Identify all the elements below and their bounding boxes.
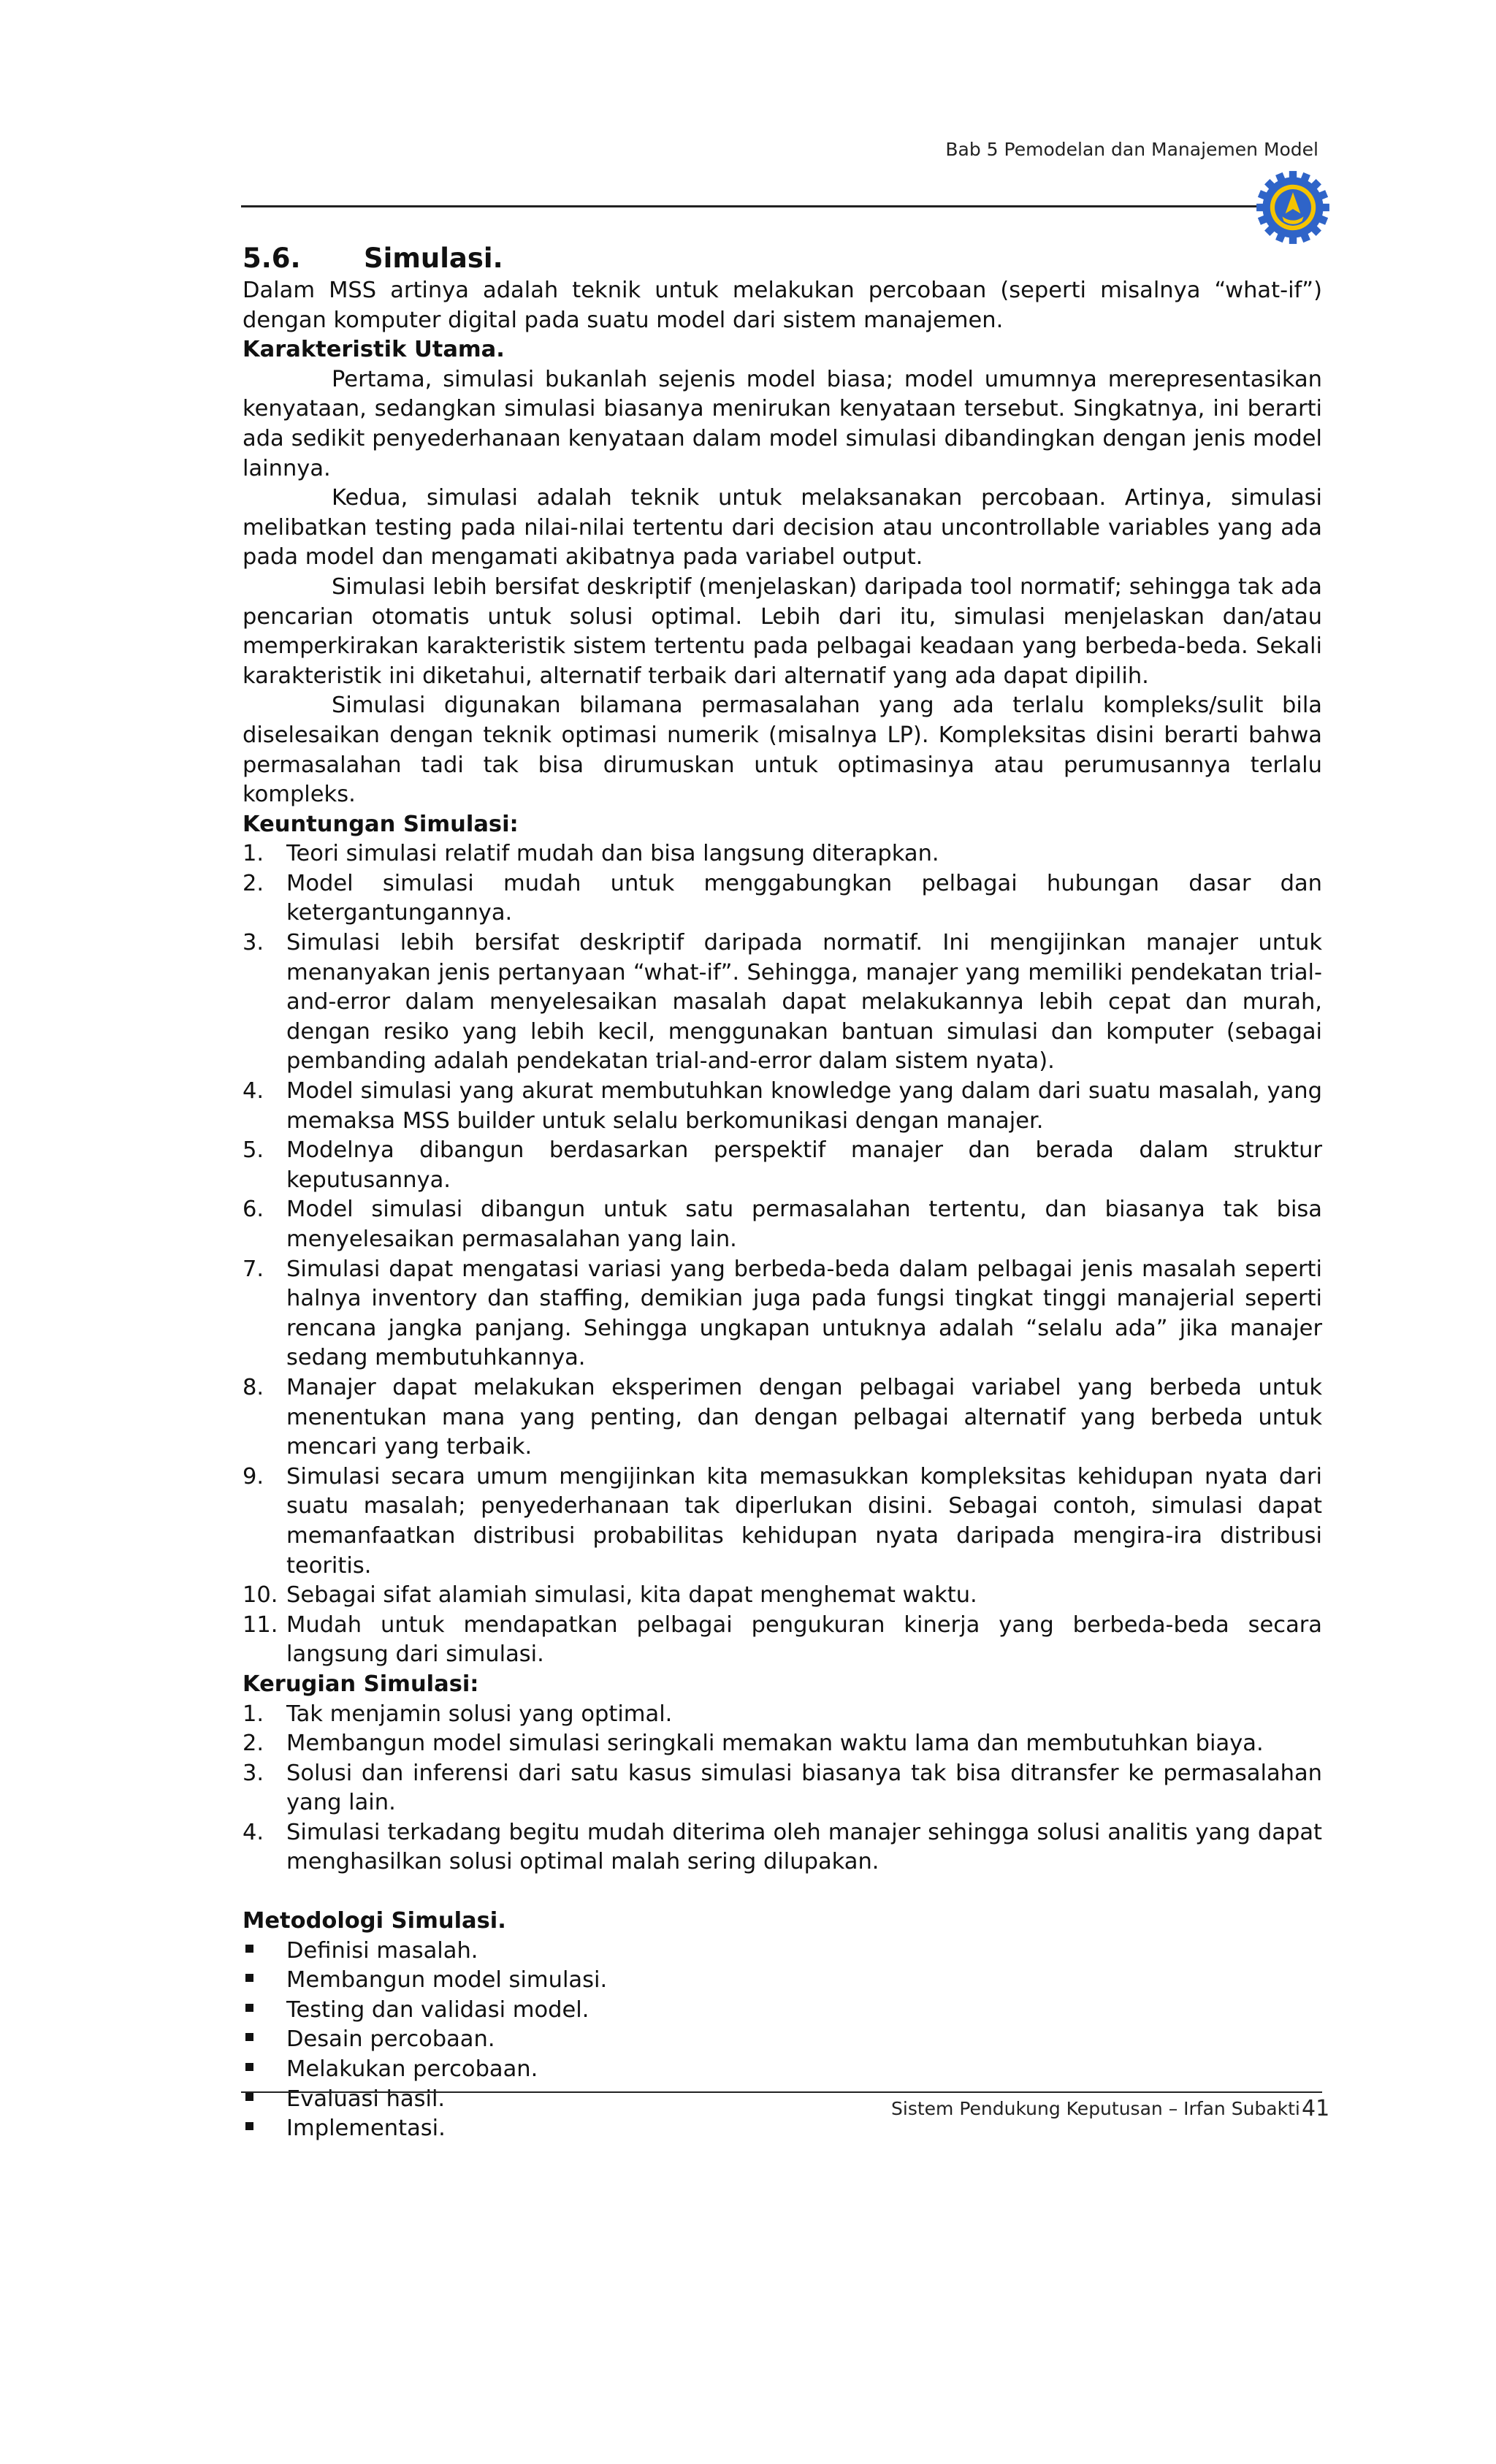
item-text: Membangun model simulasi.: [286, 1967, 608, 1994]
list-item: [243, 839, 1322, 869]
disadvantages-list: [243, 1700, 1322, 1878]
item-text: Mudah untuk mendapatkan pelbagai pengukuran kinerja yang berbeda-beda secara langsung dari simulasi.: [286, 1611, 1322, 1668]
item-number: 2.: [243, 1731, 264, 1757]
list-item: [243, 1996, 1322, 2026]
item-text: Melakukan percobaan.: [286, 2056, 538, 2083]
item-text: Modelnya dibangun berdasarkan perspektif manajer dan berada dalam struktur keputusannya.: [286, 1137, 1322, 1193]
methodology-heading: Metodologi Simulasi.: [243, 1908, 506, 1934]
list-item: [243, 1759, 1322, 1818]
item-text: Sebagai sifat alamiah simulasi, kita dapat menghemat waktu.: [286, 1582, 977, 1609]
item-number: 8.: [243, 1374, 264, 1400]
list-item: [243, 928, 1322, 1077]
page-number: 41: [1302, 2096, 1330, 2121]
list-item: [243, 1462, 1322, 1581]
advantages-list: [243, 839, 1322, 1670]
square-bullet-icon: [245, 1974, 253, 1982]
item-number: 7.: [243, 1256, 264, 1282]
item-text: Simulasi terkadang begitu mudah diterima oleh manajer sehingga solusi analitis yang dapat menghasilkan solusi optimal malah sering dilupakan.: [286, 1819, 1322, 1875]
characteristics-paragraph: Simulasi lebih bersifat deskriptif (menjelaskan) daripada tool normatif; sehingga tak ada pencarian otomatis untuk solusi optimal. Lebih dari itu, simulasi menjelaskan dan/atau memperkirakan karakteristik sistem tertentu pada pelbagai keadaan yang berbeda-beda. Sekali karakteristik ini diketahui, alternatif terbaik dari alternatif yang ada dapat dipilih.: [243, 573, 1322, 689]
characteristics-paragraph: Kedua, simulasi adalah teknik untuk melaksanakan percobaan. Artinya, simulasi melibatkan testing pada nilai-nilai tertentu dari decision atau uncontrollable variables yang ada pada model dan mengamati akibatnya pada variabel output.: [243, 485, 1322, 571]
item-number: 3.: [243, 1760, 264, 1786]
item-text: Membangun model simulasi seringkali memakan waktu lama dan membutuhkan biaya.: [286, 1731, 1264, 1757]
item-number: 4.: [243, 1819, 264, 1845]
section-title: Simulasi.: [364, 243, 503, 274]
spacer: [243, 1877, 1322, 1907]
item-text: Model simulasi yang akurat membutuhkan knowledge yang dalam dari suatu masalah, yang memaksa MSS builder untuk selalu berkomunikasi dengan manajer.: [286, 1078, 1322, 1134]
square-bullet-icon: [245, 2004, 253, 2012]
item-text: Teori simulasi relatif mudah dan bisa langsung diterapkan.: [286, 841, 939, 867]
item-text: Definisi masalah.: [286, 1937, 478, 1964]
section-number: 5.6.: [243, 243, 301, 274]
list-item: [243, 869, 1322, 928]
item-text: Simulasi lebih bersifat deskriptif daripada normatif. Ini mengijinkan manajer untuk menanyakan jenis pertanyaan “what-if”. Sehingga, manajer yang memiliki pendekatan trial-and-error dalam menyelesaikan masalah dapat melakukannya lebih cepat dan murah, dengan resiko yang lebih kecil, menggunakan bantuan simulasi dan komputer (sebagai pembanding adalah pendekatan trial-and-error dalam sistem nyata).: [286, 930, 1322, 1075]
running-header: Bab 5 Pemodelan dan Manajemen Model: [945, 139, 1318, 160]
list-item: [243, 2025, 1322, 2055]
item-number: 10.: [243, 1582, 278, 1609]
intro-paragraph: Dalam MSS artinya adalah teknik untuk melakukan percobaan (seperti misalnya “what-if”) dengan komputer digital pada suatu model dari sistem manajemen.: [243, 278, 1322, 333]
item-text: Tak menjamin solusi yang optimal.: [286, 1701, 673, 1727]
square-bullet-icon: [245, 2033, 253, 2041]
item-text: Simulasi secara umum mengijinkan kita memasukkan kompleksitas kehidupan nyata dari suatu masalah; penyederhanaan tak diperlukan disini. Sebagai contoh, simulasi dapat memanfaatkan distribusi probabilitas kehidupan nyata daripada mengira-ira distribusi teoritis.: [286, 1463, 1322, 1579]
item-text: Implementasi.: [286, 2116, 446, 2142]
section-heading: [243, 241, 1322, 276]
list-item: [243, 1136, 1322, 1195]
university-logo-icon: [1255, 169, 1331, 245]
item-text: Model simulasi dibangun untuk satu permasalahan tertentu, dan biasanya tak bisa menyelesaikan permasalahan yang lain.: [286, 1197, 1322, 1252]
square-bullet-icon: [245, 2093, 253, 2101]
item-text: Desain percobaan.: [286, 2026, 495, 2053]
item-number: 1.: [243, 1701, 264, 1727]
item-text: Solusi dan inferensi dari satu kasus simulasi biasanya tak bisa ditransfer ke permasalahan yang lain.: [286, 1760, 1322, 1816]
item-number: 9.: [243, 1463, 264, 1490]
list-item: [243, 2055, 1322, 2085]
characteristics-paragraph: Simulasi digunakan bilamana permasalahan yang ada terlalu kompleks/sulit bila diselesaikan dengan teknik optimasi numerik (misalnya LP). Kompleksitas disini berarti bahwa permasalahan tadi tak bisa dirumuskan untuk optimasinya atau perumusannya terlalu kompleks.: [243, 693, 1322, 808]
item-text: Manajer dapat melakukan eksperimen dengan pelbagai variabel yang berbeda untuk menentukan mana yang penting, dan dengan pelbagai alternatif yang berbeda untuk mencari yang terbaik.: [286, 1374, 1322, 1460]
list-item: [243, 1255, 1322, 1373]
list-item: [243, 1077, 1322, 1136]
list-item: [243, 1818, 1322, 1877]
list-item: [243, 1195, 1322, 1254]
item-text: Testing dan validasi model.: [286, 1996, 589, 2023]
page-content: [243, 241, 1322, 2144]
square-bullet-icon: [245, 1945, 253, 1953]
item-number: 6.: [243, 1197, 264, 1223]
square-bullet-icon: [245, 2063, 253, 2071]
item-number: 11.: [243, 1611, 278, 1638]
square-bullet-icon: [245, 2122, 253, 2130]
item-number: 2.: [243, 870, 264, 896]
list-item: [243, 1937, 1322, 1967]
list-item: [243, 1700, 1322, 1730]
item-text: Simulasi dapat mengatasi variasi yang berbeda-beda dalam pelbagai jenis masalah seperti halnya inventory dan staffing, demikian juga pada fungsi tingkat tinggi manajerial seperti rencana jangka panjang. Sehingga ungkapan untuknya adalah “selalu ada” jika manajer sedang membutuhkannya.: [286, 1256, 1322, 1371]
list-item: [243, 1966, 1322, 1996]
item-text: Evaluasi hasil.: [286, 2086, 446, 2112]
characteristics-heading: Karakteristik Utama.: [243, 337, 505, 363]
list-item: [243, 1373, 1322, 1462]
item-number: 5.: [243, 1137, 264, 1164]
advantages-heading: Keuntungan Simulasi:: [243, 811, 519, 837]
item-text: Model simulasi mudah untuk menggabungkan pelbagai hubungan dasar dan ketergantungannya.: [286, 870, 1322, 926]
item-number: 4.: [243, 1078, 264, 1105]
running-footer: Sistem Pendukung Keputusan – Irfan Subakti: [891, 2098, 1300, 2119]
item-number: 1.: [243, 841, 264, 867]
disadvantages-heading: Kerugian Simulasi:: [243, 1671, 479, 1697]
footer-rule: [241, 2091, 1322, 2093]
characteristics-paragraph: Pertama, simulasi bukanlah sejenis model biasa; model umumnya merepresentasikan kenyataan, sedangkan simulasi biasanya menirukan kenyataan tersebut. Singkatnya, ini berarti ada sedikit penyederhanaan kenyataan dalam model simulasi dibandingkan dengan jenis model lainnya.: [243, 366, 1322, 481]
header-rule: [241, 205, 1260, 207]
list-item: [243, 1581, 1322, 1611]
list-item: [243, 1611, 1322, 1670]
list-item: [243, 1729, 1322, 1759]
item-number: 3.: [243, 930, 264, 956]
